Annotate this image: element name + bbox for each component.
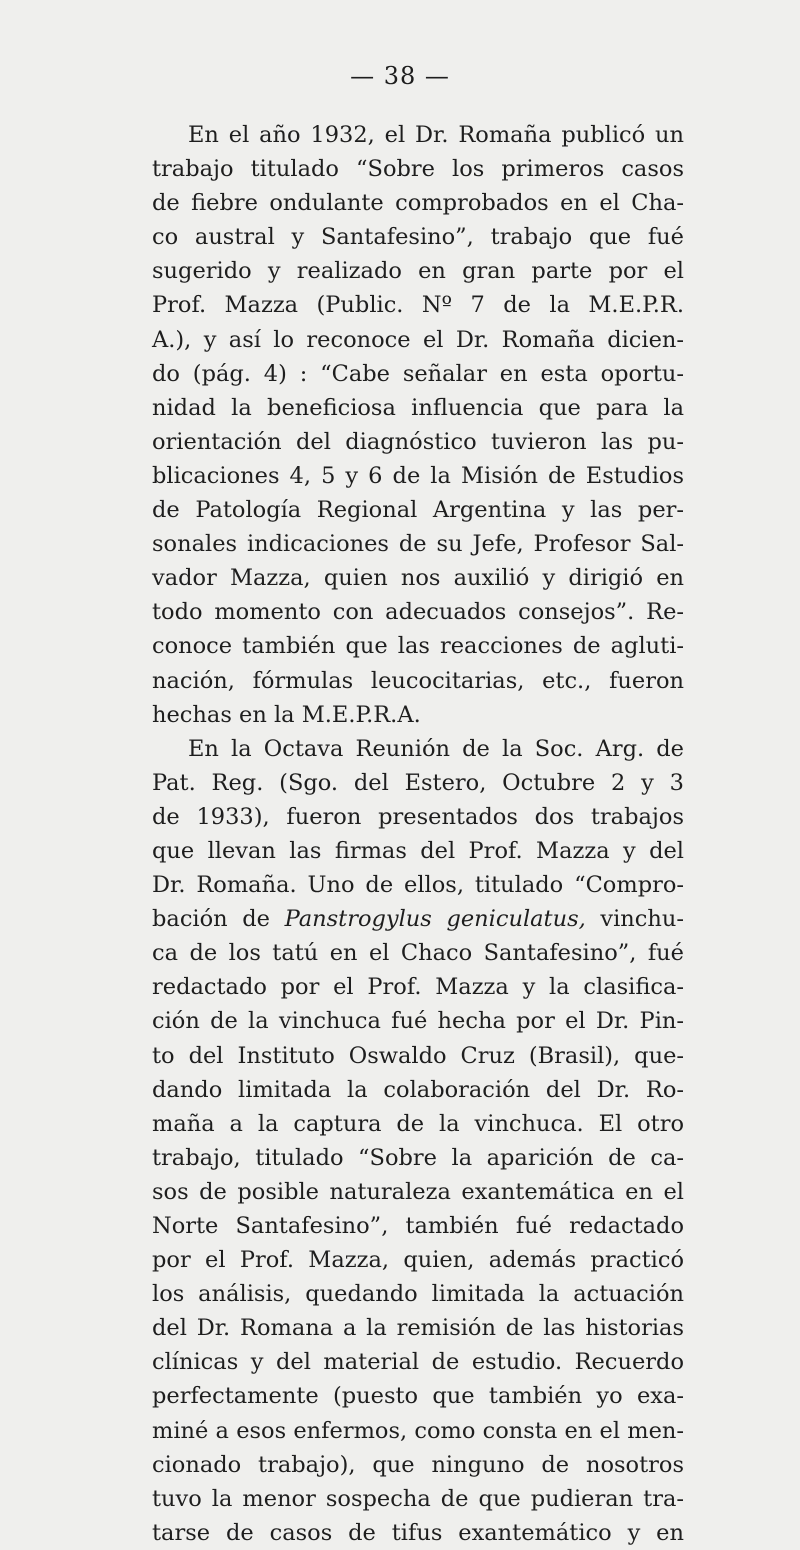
text-line: orientación del diagnóstico tuvieron las pu- bbox=[152, 428, 684, 455]
text-line: todo momento con adecuados consejos”. Re- bbox=[152, 599, 684, 626]
text-line: dando limitada la colaboración del Dr. Ro- bbox=[152, 1076, 684, 1103]
text-line: cionado trabajo), que ninguno de nosotros bbox=[152, 1451, 684, 1478]
text-line: sugerido y realizado en gran parte por el bbox=[152, 258, 684, 285]
text-line: Pat. Reg. (Sgo. del Estero, Octubre 2 y 3 bbox=[152, 769, 684, 796]
text-line-with-species-name bbox=[152, 902, 684, 936]
text-fragment: vinchu- bbox=[585, 906, 684, 933]
text-line: maña a la captura de la vinchuca. El otro bbox=[152, 1110, 684, 1137]
text-line: En el año 1932, el Dr. Romaña publicó un bbox=[188, 122, 684, 148]
text-fragment: bación de bbox=[152, 906, 285, 933]
text-line: En la Octava Reunión de la Soc. Arg. de bbox=[188, 735, 684, 762]
text-line: de Patología Regional Argentina y las per- bbox=[152, 497, 684, 524]
text-line: de 1933), fueron presentados dos trabajos bbox=[152, 803, 684, 830]
text-line: del Dr. Romana a la remisión de las historias bbox=[152, 1315, 684, 1342]
text-line: sos de posible naturaleza exantemática en el bbox=[152, 1178, 684, 1205]
text-line: to del Instituto Oswaldo Cruz (Brasil), que- bbox=[152, 1042, 684, 1069]
text-line: nación, fórmulas leucocitarias, etc., fueron bbox=[152, 667, 684, 694]
text-line: redactado por el Prof. Mazza y la clasifica- bbox=[152, 974, 684, 1001]
text-line: vador Mazza, quien nos auxilió y dirigió en bbox=[152, 565, 684, 592]
text-line: nidad la beneficiosa influencia que para la bbox=[152, 394, 684, 421]
text-line: ción de la vinchuca fué hecha por el Dr. Pin- bbox=[152, 1008, 684, 1035]
body-text bbox=[152, 118, 684, 1550]
species-name-italic: Panstrogylus geniculatus, bbox=[284, 906, 586, 933]
text-line: conoce también que las reacciones de agluti- bbox=[152, 633, 684, 660]
text-line: perfectamente (puesto que también yo exa- bbox=[152, 1383, 684, 1410]
text-line: clínicas y del material de estudio. Recuerdo bbox=[152, 1349, 684, 1376]
text-line: tuvo la menor sospecha de que pudieran tra- bbox=[152, 1485, 684, 1512]
text-line: hechas en la M.E.P.R.A. bbox=[152, 701, 421, 728]
text-line: tarse de casos de tifus exantemático y en bbox=[152, 1519, 684, 1546]
text-line: A.), y así lo reconoce el Dr. Romaña dicien- bbox=[152, 326, 684, 353]
text-line: ca de los tatú en el Chaco Santafesino”, fué bbox=[152, 940, 684, 967]
text-line: trabajo, titulado “Sobre la aparición de ca- bbox=[152, 1144, 684, 1171]
page-number: — 38 — bbox=[350, 62, 450, 90]
text-line: miné a esos enfermos, como consta en el men- bbox=[152, 1417, 684, 1444]
text-line: trabajo titulado “Sobre los primeros casos bbox=[152, 156, 684, 183]
text-line: de fiebre ondulante comprobados en el Cha- bbox=[152, 190, 684, 217]
text-line: que llevan las firmas del Prof. Mazza y del bbox=[152, 837, 684, 864]
text-line: por el Prof. Mazza, quien, además practicó bbox=[152, 1247, 684, 1274]
text-line: Dr. Romaña. Uno de ellos, titulado “Compro- bbox=[152, 872, 684, 899]
text-line: sonales indicaciones de su Jefe, Profesor Sal- bbox=[152, 531, 684, 558]
text-line: blicaciones 4, 5 y 6 de la Misión de Estudios bbox=[152, 462, 684, 489]
text-line: co austral y Santafesino”, trabajo que fué bbox=[152, 224, 684, 251]
text-line: do (pág. 4) : “Cabe señalar en esta oportu- bbox=[152, 360, 684, 387]
text-line: Prof. Mazza (Public. Nº 7 de la M.E.P.R. bbox=[152, 292, 684, 319]
text-line: los análisis, quedando limitada la actuación bbox=[152, 1281, 684, 1308]
text-line: Norte Santafesino”, también fué redactado bbox=[152, 1213, 684, 1239]
